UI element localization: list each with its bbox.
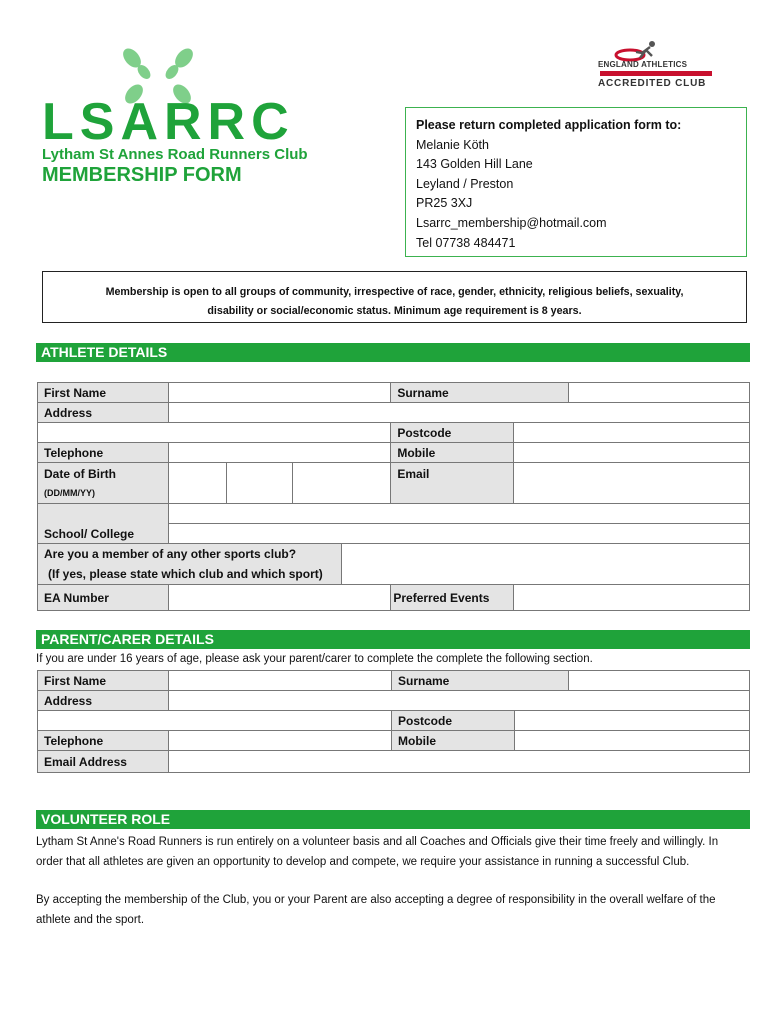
parent-telephone-input[interactable] [169,731,392,751]
dob-label-text: Date of Birth [44,467,116,481]
parent-mobile-input[interactable] [515,731,750,751]
athlete-surname-label: Surname [391,383,569,403]
ea-line1: ENGLAND ATHLETICS [598,60,688,69]
runner-icon [608,40,668,62]
volunteer-paragraph-1: Lytham St Anne's Road Runners is run entirely on a volunteer basis and all Coaches and Officials give their time freely and willingly. In order that all athletes are given an opportunity to develop and compete, we require your assistance in running a successful Club. [36,836,719,868]
parent-email-input[interactable] [169,751,750,773]
parent-postcode-label: Postcode [392,711,515,731]
athlete-postcode-input[interactable] [514,423,750,443]
athlete-mobile-label: Mobile [391,443,514,463]
parent-first-name-input[interactable] [169,671,392,691]
athlete-telephone-label: Telephone [38,443,169,463]
athlete-surname-input[interactable] [569,383,750,403]
membership-notice [42,271,747,323]
other-club-label [38,544,342,585]
preferred-events-label: Preferred Events [391,585,514,611]
athlete-address-input[interactable] [169,403,750,423]
ea-line2: ACCREDITED CLUB [598,78,707,89]
other-club-question: Are you a member of any other sports club? [44,547,297,561]
return-postcode: PR25 3XJ [416,196,473,211]
dob-format: (DD/MM/YY) [44,488,95,498]
return-email: Lsarrc_membership@hotmail.com [416,215,607,230]
athlete-address-label: Address [38,403,169,423]
parent-postcode-input[interactable] [515,711,750,731]
athlete-table [37,382,750,611]
ea-number-label: EA Number [38,585,169,611]
parent-address-input[interactable] [169,691,750,711]
parent-surname-input[interactable] [569,671,750,691]
athlete-school-line2-input[interactable] [169,524,750,544]
return-heading: Please return completed application form to: [416,118,682,132]
other-club-hint: (If yes, please state which club and which sport) [48,567,323,581]
volunteer-section-title: VOLUNTEER ROLE [36,810,750,829]
notice-line1: Membership is open to all groups of community, irrespective of race, gender, ethnicity, religious beliefs, sexuality, [105,286,684,298]
athlete-mobile-input[interactable] [514,443,750,463]
parent-surname-label: Surname [392,671,569,691]
england-athletics-badge [598,40,718,94]
dob-day-input[interactable] [169,463,227,504]
ea-number-input[interactable] [169,585,391,611]
athlete-first-name-input[interactable] [169,383,391,403]
parent-section-title: PARENT/CARER DETAILS [36,630,750,649]
parent-mobile-label: Mobile [392,731,515,751]
athlete-email-input[interactable] [514,463,750,504]
athlete-telephone-input[interactable] [169,443,391,463]
volunteer-paragraph-2: By accepting the membership of the Club, you or your Parent are also accepting a degree of responsibility in the overall welfare of the athlete and the sport. [36,894,716,926]
club-name: Lytham St Annes Road Runners Club [42,146,308,163]
page-title: MEMBERSHIP FORM [42,164,242,186]
notice-line2: disability or social/economic status. Minimum age requirement is 8 years. [207,305,582,317]
club-logo-text: LSARRC [42,93,295,151]
dob-year-input[interactable] [293,463,391,504]
athlete-school-label: School/ College [38,504,169,544]
parent-telephone-label: Telephone [38,731,169,751]
parent-table [37,670,750,773]
preferred-events-input[interactable] [514,585,750,611]
parent-address-line2-input[interactable] [38,711,392,731]
parent-address-label: Address [38,691,169,711]
athlete-email-label: Email [391,463,514,504]
return-name: Melanie Köth [416,137,489,152]
parent-email-label: Email Address [38,751,169,773]
return-phone: Tel 07738 484471 [416,235,516,250]
return-address-box [405,107,747,257]
athlete-dob-label [38,463,169,504]
other-club-input[interactable] [342,544,750,585]
return-town: Leyland / Preston [416,176,514,191]
parent-first-name-label: First Name [38,671,169,691]
athlete-school-input[interactable] [169,504,750,524]
return-street: 143 Golden Hill Lane [416,157,533,172]
dob-month-input[interactable] [227,463,293,504]
athlete-address-line2-input[interactable] [38,423,391,443]
parent-intro: If you are under 16 years of age, please ask your parent/carer to complete the complete the following section. [36,653,593,665]
athlete-postcode-label: Postcode [391,423,514,443]
athlete-section-title: ATHLETE DETAILS [36,343,750,362]
athlete-first-name-label: First Name [38,383,169,403]
